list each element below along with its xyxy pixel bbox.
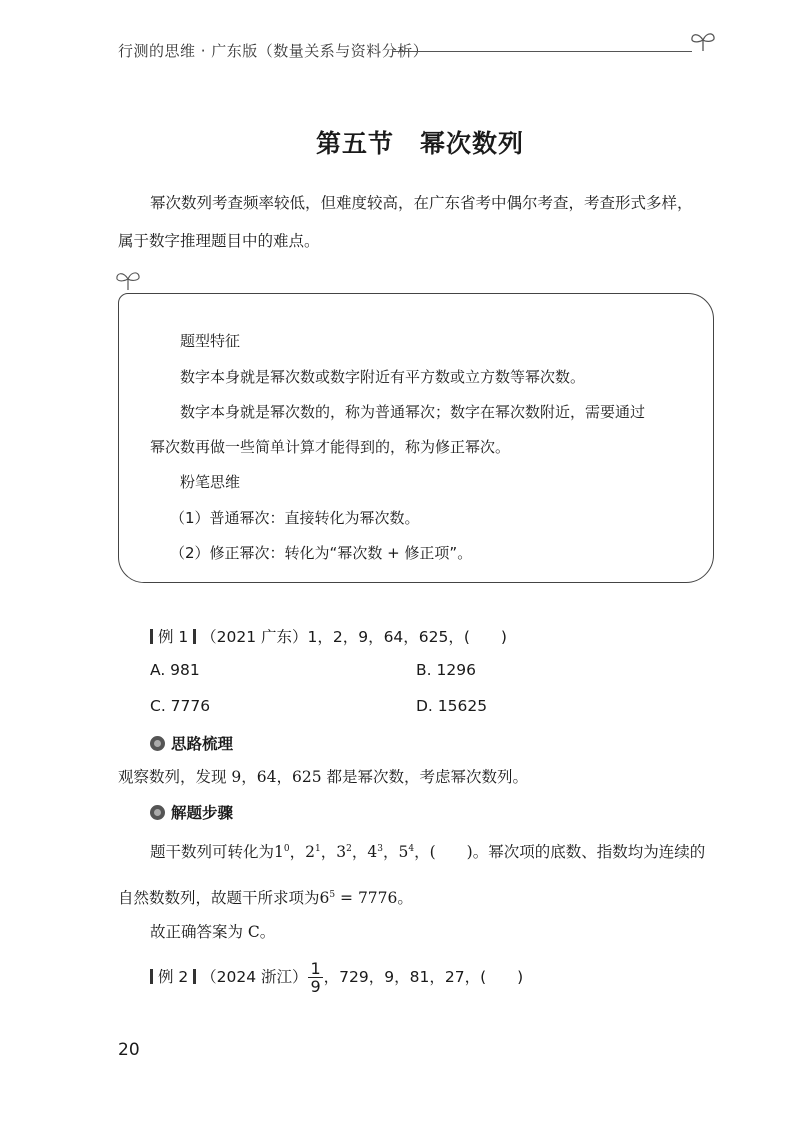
running-header: 行测的思维 · 广东版（数量关系与资料分析） xyxy=(118,42,429,60)
base: 2 xyxy=(305,843,315,862)
option-c: C. 7776 xyxy=(150,697,211,715)
separator: ， xyxy=(351,843,368,862)
example-1-question xyxy=(150,625,507,647)
page-number: 20 xyxy=(118,1040,140,1060)
analysis-text: 观察数列，发现 9，64，625 都是幂次数，考虑幂次数列。 xyxy=(118,768,529,786)
box-item-2: （2）修正幂次：转化为“幂次数 + 修正项”。 xyxy=(170,544,473,562)
exponent: 5 xyxy=(329,890,336,900)
base: 3 xyxy=(336,843,347,862)
box-heading-features: 题型特征 xyxy=(180,332,241,350)
sprout-icon xyxy=(114,268,142,290)
solution-heading-text: 解题步骤 xyxy=(171,804,234,822)
example-1-stem: （2021 广东）1，2，9，64，625，( ) xyxy=(201,628,507,646)
sprout-icon xyxy=(688,28,718,52)
example-2-prefix: （2024 浙江） xyxy=(201,968,308,986)
base: 4 xyxy=(367,843,378,862)
solution-text: = 7776。 xyxy=(335,889,413,908)
example-marker-right xyxy=(193,969,196,984)
section-title: 第五节 幂次数列 xyxy=(316,129,525,158)
box-item-1: （1）普通幂次：直接转化为幂次数。 xyxy=(170,509,420,527)
exponent: 3 xyxy=(377,844,383,854)
exponent: 2 xyxy=(346,844,352,854)
exponent: 4 xyxy=(408,844,415,854)
box-line-3: 幂次数再做一些简单计算才能得到的，称为修正幂次。 xyxy=(150,438,511,456)
option-a: A. 981 xyxy=(150,661,200,679)
base: 5 xyxy=(398,843,409,862)
separator: ， xyxy=(289,843,306,862)
exponent: 1 xyxy=(315,844,321,854)
example-2-label: 例 2 xyxy=(157,968,189,986)
bullet-circle-icon xyxy=(150,805,165,820)
example-2-question xyxy=(150,960,523,995)
box-line-1: 数字本身就是幂次数或数字附近有平方数或立方数等幂次数。 xyxy=(180,368,586,386)
solution-text: 自然数数列，故题干所求项为6 xyxy=(118,889,330,908)
solution-line-1 xyxy=(150,838,705,863)
analysis-heading xyxy=(150,732,233,754)
separator: ， xyxy=(320,843,337,862)
fraction xyxy=(308,960,322,995)
exponent: 0 xyxy=(283,844,290,854)
analysis-heading-text: 思路梳理 xyxy=(171,735,234,753)
intro-line-2: 属于数字推理题目中的难点。 xyxy=(118,232,320,250)
box-line-2: 数字本身就是幂次数的，称为普通幂次；数字在幂次数附近，需要通过 xyxy=(180,403,646,421)
separator: ， xyxy=(382,843,399,862)
example-marker-left xyxy=(150,969,153,984)
bullet-circle-icon xyxy=(150,736,165,751)
fraction-denominator: 9 xyxy=(310,977,321,996)
solution-heading xyxy=(150,801,233,823)
example-2-suffix: ，729，9，81，27，( ) xyxy=(323,968,524,986)
solution-text: 题干数列可转化为1 xyxy=(150,843,284,862)
header-rule xyxy=(392,51,692,52)
option-d: D. 15625 xyxy=(416,697,488,715)
example-marker-left xyxy=(150,629,153,644)
solution-line-2 xyxy=(118,884,413,909)
answer-line: 故正确答案为 C。 xyxy=(150,923,276,941)
example-marker-right xyxy=(193,629,196,644)
example-1-label: 例 1 xyxy=(157,628,189,646)
box-heading-thinking: 粉笔思维 xyxy=(180,473,241,491)
option-b: B. 1296 xyxy=(416,661,476,679)
intro-line-1: 幂次数列考查频率较低，但难度较高，在广东省考中偶尔考查，考查形式多样， xyxy=(150,194,693,212)
fraction-numerator: 1 xyxy=(310,959,321,978)
solution-text: ，( )。幂次项的底数、指数均为连续的 xyxy=(414,843,706,862)
